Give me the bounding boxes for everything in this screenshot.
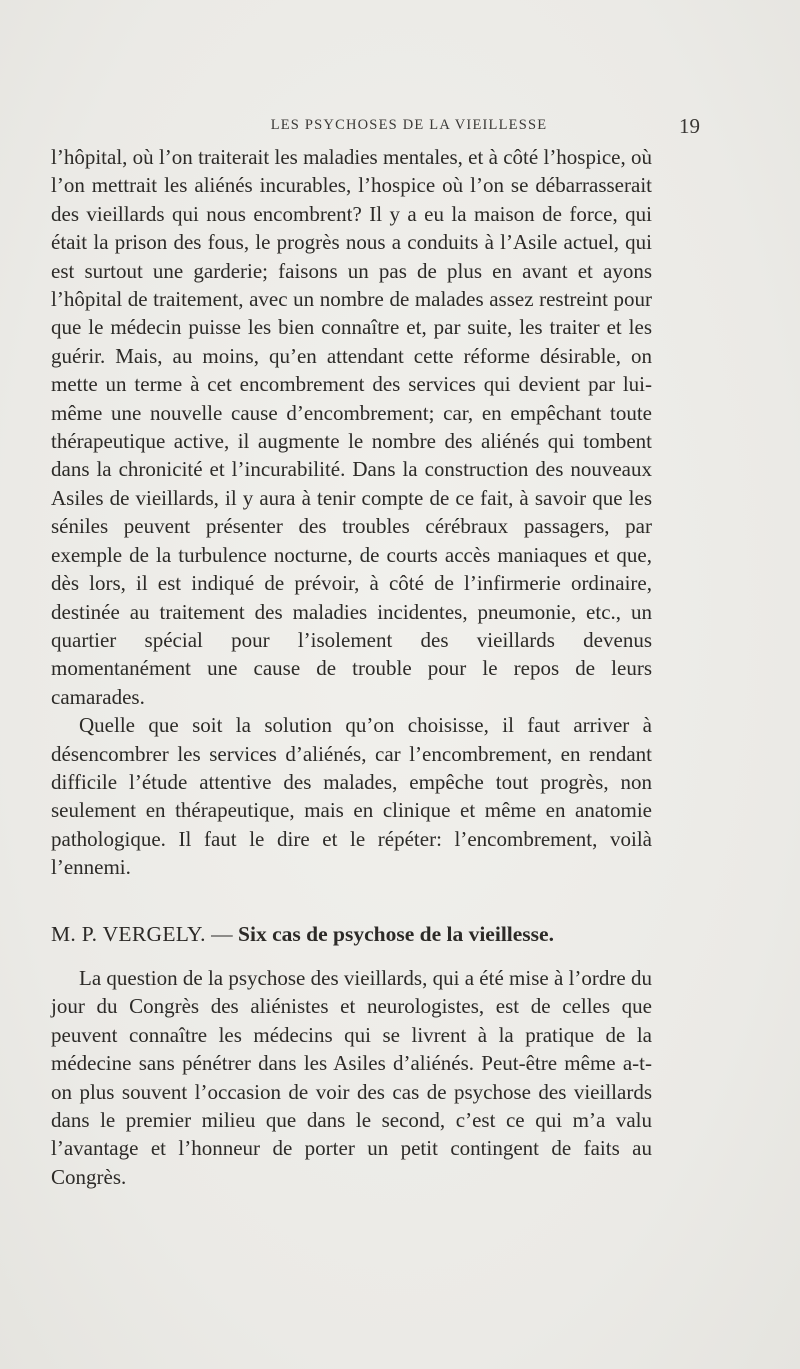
running-head — [50, 114, 768, 139]
section-author: M. P. VERGELY. — [51, 922, 206, 946]
running-title: LES PSYCHOSES DE LA VIEILLESSE — [270, 117, 548, 133]
paragraph: l’hôpital, où l’on traiterait les maladies mentales, et à côté l’hospice, où l’on mettrait les aliénés incurables, l’hospice où l’on se débarrasserait des vieillards qui nous encombrent? Il y a eu la maison de force, qui était la prison des fous, le progrès nous a conduits à l’Asile actuel, qui est surtout une garderie; faisons un pas de plus en avant et ayons l’hôpital de traitement, avec un nombre de malades assez restreint pour que le médecin puisse les bien connaître et, par suite, les traiter et les guérir. Mais, au moins, qu’en attendant cette réforme désirable, on mette un terme à cet encombrement des services qui devient par lui-même une nouvelle cause d’encombrement; car, en empêchant toute thérapeutique active, il augmente le nombre des aliénés qui tombent dans la chronicité et l’incurabilité. Dans la construction des nouveaux Asiles de vieillards, il y aura à tenir compte de ce fait, à savoir que les séniles peuvent présenter des troubles cérébraux passagers, par exemple de la turbulence nocturne, de courts accès maniaques et que, dès lors, il est indiqué de prévoir, à côté de l’infirmerie ordinaire, destinée au traitement des maladies incidentes, pneumonie, etc., un quartier spécial pour l’isolement des vieillards devenus momentanément une cause de trouble pour le repos de leurs camarades. — [51, 145, 652, 709]
text-block-continued — [51, 143, 652, 882]
paragraph: Quelle que soit la solution qu’on choisisse, il faut arriver à désencombrer les services d’aliénés, car l’encombrement, en rendant difficile l’étude attentive des malades, empêche tout progrès, non seulement en thérapeutique, mais en clinique et même en anatomie pathologique. Il faut le dire et le répéter: l’encombrement, voilà l’ennemi. — [51, 713, 652, 880]
text-block-section — [51, 964, 652, 1191]
page-number: 19 — [679, 114, 700, 138]
section-heading — [51, 922, 652, 947]
section-title: Six cas de psychose de la vieillesse. — [238, 922, 554, 946]
heading-dash: — — [205, 922, 239, 946]
paragraph: La question de la psychose des vieillards, qui a été mise à l’ordre du jour du Congrès des aliénistes et neurologistes, est de celles que peuvent connaître les médecins qui se livrent à la pratique de la médecine sans pénétrer dans les Asiles d’aliénés. Peut-être même a-t-on plus souvent l’occasion de voir des cas de psychose des vieillards dans le premier milieu que dans le second, c’est ce qui m’a valu l’avantage et l’honneur de porter un petit contingent de faits au Congrès. — [51, 966, 652, 1189]
